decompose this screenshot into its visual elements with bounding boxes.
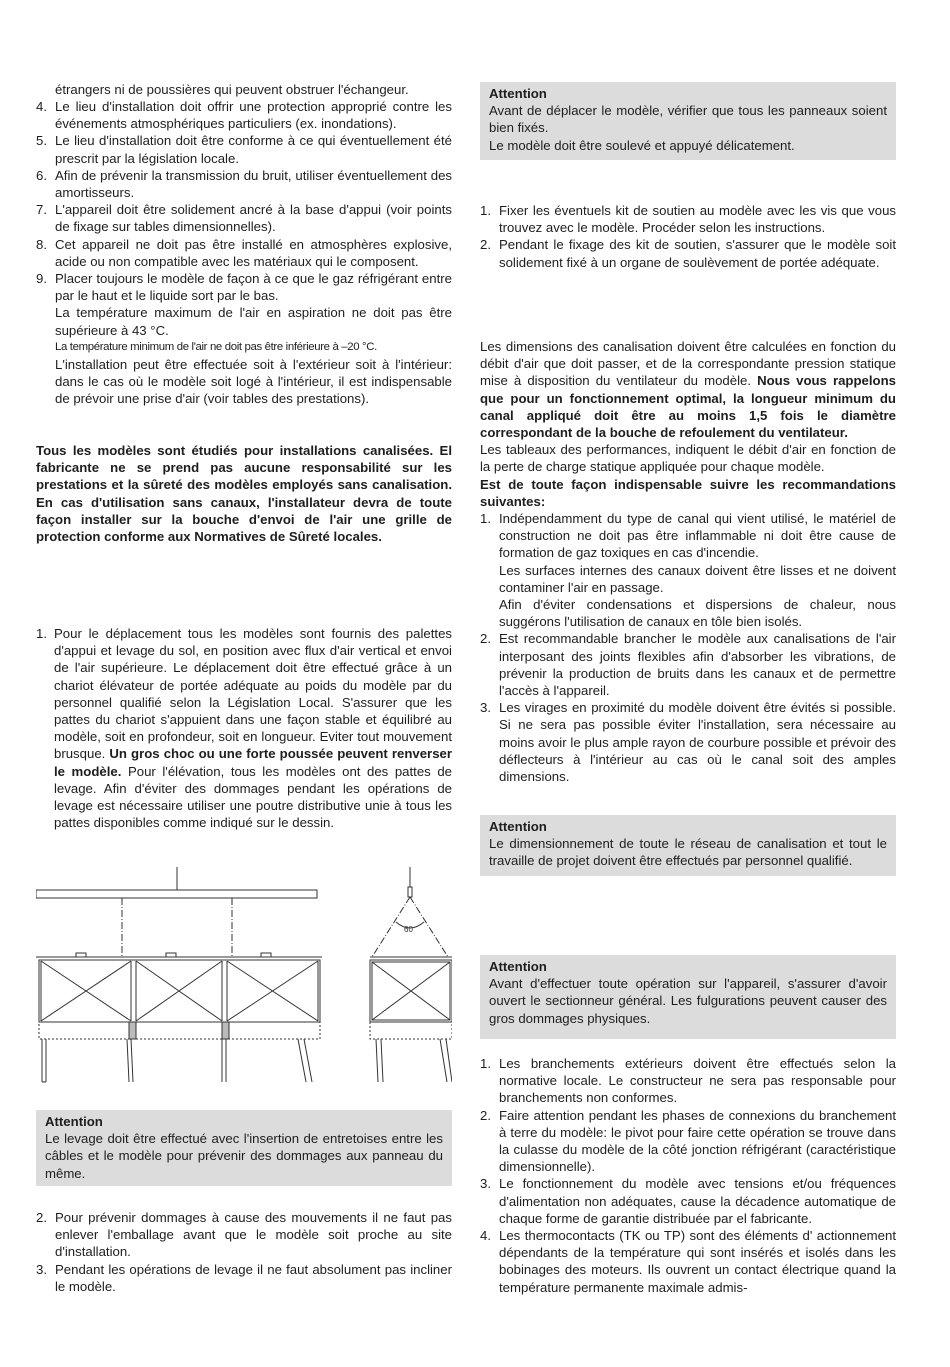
attention-title: Attention xyxy=(489,819,547,834)
ducting-recommendations-title: Est de toute façon indispensable suivre les recommandations suivantes: xyxy=(480,476,896,509)
list-item: 2. Pour prévenir dommages à cause des mouvements il ne faut pas enlever l'emballage avant que le modèle soit proche au site d'installation. xyxy=(36,1210,452,1260)
list-item: 2. Pendant le fixage des kit de soutien, s'assurer que le modèle soit solidement fixé à un organe de soulèvement de portée adéquate. xyxy=(480,237,896,270)
list-item: 8. Cet appareil ne doit pas être installé en atmosphères explosive, acide ou non compatible avec les matériaux qui le composent. xyxy=(36,236,452,269)
install-place-text: L'installation peut être effectuée soit à l'extérieur soit à l'intérieur: dans le cas où le modèle soit logé à l'intérieur, il est indispensable de prévoir une prise d'air (voir tables des prestations). xyxy=(55,357,452,407)
list-item: 7. L'appareil doit être solidement ancré à la base d'appui (voir points de fixage sur tables dimensionnelles). xyxy=(36,202,452,235)
support-list xyxy=(480,202,896,271)
list-item: 2. Est recommandable brancher le modèle aux canalisations de l'air interposant des joints flexibles afin d'absorber les vibrations, de prévenir la production de bruits dans les canaux et de permettre l'accès à l'appareil. xyxy=(480,631,896,699)
list-item: 4. Les thermocontacts (TK ou TP) sont des éléments d' actionnement dépendants de la température qui sont insérés et isolés dans les bobinages des moteurs. Ils ouvrent un contact électrique quand la température permanente maximale admis- xyxy=(480,1228,896,1295)
list-item: 1. Les branchements extérieurs doivent être effectués selon la normative locale. Le constructeur ne sera pas responsable pour branchements non conformes. xyxy=(480,1056,896,1106)
moving-list-2 xyxy=(36,1209,452,1295)
temperature-max-text: La température maximum de l'air en aspiration ne doit pas être supérieure à 43 °C. xyxy=(55,305,452,338)
moving-warning-bold: Un gros choc ou une forte poussée peuvent renverser le modèle. xyxy=(54,746,452,779)
ducting-tables-text: Les tableaux des performances, indiquent le débit d'air en fonction de la perte de charge statique appliquée pour chaque modèle. xyxy=(480,442,896,475)
list-item: 4. Le lieu d'installation doit offrir une protection approprié contre les événements atmosphériques particuliers (ex. inondations). xyxy=(36,99,452,132)
electrical-list xyxy=(480,1055,896,1296)
ducting-bold-note: Nous vous rappelons que pour un fonctionnement optimal, la longueur minimum du canal appliqué doit être au moins 1,5 fois le diamètre correspondant de la bouche de refoulement du ventilateur. xyxy=(480,373,896,441)
ducting-section xyxy=(480,338,896,785)
attention-text: Avant d'effectuer toute opération sur l'appareil, s'assurer d'avoir ouvert le sectionneur général. Les fulgurations peuvent causer des gros dommages physiques. xyxy=(489,976,887,1026)
list-item: 3. Le fonctionnement du modèle avec tensions et/ou fréquences d'alimentation non adéquates, cause la décadence automatique de chaque forme de garantie distribuée par el fabricante. xyxy=(480,1176,896,1226)
install-list xyxy=(36,98,452,408)
lifting-diagram-svg xyxy=(36,862,452,1088)
list-item: 6. Afin de prévenir la transmission du bruit, utiliser éventuellement des amortisseurs. xyxy=(36,167,452,201)
list-item: 5. Le lieu d'installation doit être conforme à ce qui éventuellement été prescrit par la législation locale. xyxy=(36,133,452,166)
lifting-angle-label: 60 xyxy=(404,925,413,934)
attention-text-2: Le modèle doit être soulevé et appuyé délicatement. xyxy=(489,137,795,153)
list-item: 2. Faire attention pendant les phases de connexions du branchement à terre du modèle: le pivot pour faire cette opération se trouve dans la culasse du modèle de la côté jonction réfrigérant (caractéristique dimensionnelle). xyxy=(480,1107,896,1175)
attention-box-lifting xyxy=(36,1110,452,1186)
attention-title: Attention xyxy=(489,86,547,101)
attention-box-ducting xyxy=(480,815,896,876)
lifting-diagram xyxy=(36,862,452,1088)
ducting-warning-bold: Tous les modèles sont étudiés pour installations canalisées. El fabricante ne se prend pas aucune responsabilité sur les prestations et la sûreté des modèles employés sans canalisation. En cas d'utilisation sans canaux, l'installateur devra de toute façon installer sur la bouche d'envoi de l'air une grille de protection conforme aux Normatives de Sûreté locales. xyxy=(36,443,452,545)
moving-instructions: 1. Pour le déplacement tous les modèles sont fournis des palettes d'appui et levage du sol, en position avec flux d'air vertical et envoi de l'air supérieure. Le déplacement doit être effectué grâce à un chariot élévateur de portée adéquate au poids du modèle par du personnel qualifié selon la Législation Local. S'assurer que les pattes du chariot s'appuient dans une façon stable et équilibré au modèle, soit en profondeur, soit en longueur. Eviter tout mouvement brusque. Un gros choc ou une forte poussée peuvent renverser le modèle. Pour l'élévation, tous les modèles ont des pattes de levage. Afin d'éviter des dommages pendant les opérations de levage est nécessaire utiliser une poutre distributive unie à tous les pattes disponibles comme indiqué sur le dessin. xyxy=(36,626,452,831)
attention-title: Attention xyxy=(489,959,547,974)
attention-text: Le levage doit être effectué avec l'insertion de entretoises entre les câbles et le modèle pour prévenir des dommages aux panneau du même. xyxy=(45,1131,443,1181)
attention-text: Avant de déplacer le modèle, vérifier que tous les panneaux soient bien fixés. xyxy=(489,103,887,136)
temperature-min-text: La température minimum de l'air ne doit pas être inférieure à –20 °C. xyxy=(55,340,377,353)
list-item: 1. Indépendamment du type de canal qui vient utilisé, le matériel de construction ne doit pas être inflammable ni doit être cause de formation de gaz toxiques en cas d'incendie. Les surfaces internes des canaux doivent être lisses et ne doivent contaminer l'air en passage. Afin d'éviter condensations et dispersions de chaleur, nous suggérons l'utilisation de canaux en tôle bien isolés. xyxy=(480,511,896,630)
continuation-text: étrangers ni de poussières qui peuvent obstruer l'échangeur. xyxy=(55,82,409,97)
ducting-paragraph: Les dimensions des canalisation doivent être calculées en fonction du débit d'air que doit passer, et de la correspondante pression statique mise à disposition du ventilateur du modèle. Nous vous rappelons que pour un fonctionnement optimal, la longueur minimum du canal appliqué doit être au moins 1,5 fois le diamètre correspondant de la bouche de refoulement du ventilateur. xyxy=(480,339,896,441)
attention-title: Attention xyxy=(45,1114,103,1129)
attention-text: Le dimensionnement de toute le réseau de canalisation et tout le travaille de projet doivent être effectués par personnel qualifié. xyxy=(489,836,887,869)
list-item: 3. Les virages en proximité du modèle doivent être évités si possible. Si ne sera pas possible éviter l'installation, sera nécessaire au moins avoir le plus ample rayon de courbure possible et prévoir des déflecteurs à l'intérieur au cas où le canal soit des amples dimensions. xyxy=(480,700,896,785)
list-item: 1. Fixer les éventuels kit de soutien au modèle avec les vis que vous trouvez avec le modèle. Procéder selon les instructions. xyxy=(480,203,896,236)
list-item: 3. Pendant les opérations de levage il ne faut absolument pas incliner le modèle. xyxy=(36,1261,452,1294)
list-item: 9. Placer toujours le modèle de façon à ce que le gaz réfrigérant entre par le haut et le liquide sort par le bas. xyxy=(36,271,452,304)
attention-box-electrical xyxy=(480,955,896,1039)
attention-box-moving xyxy=(480,82,896,160)
